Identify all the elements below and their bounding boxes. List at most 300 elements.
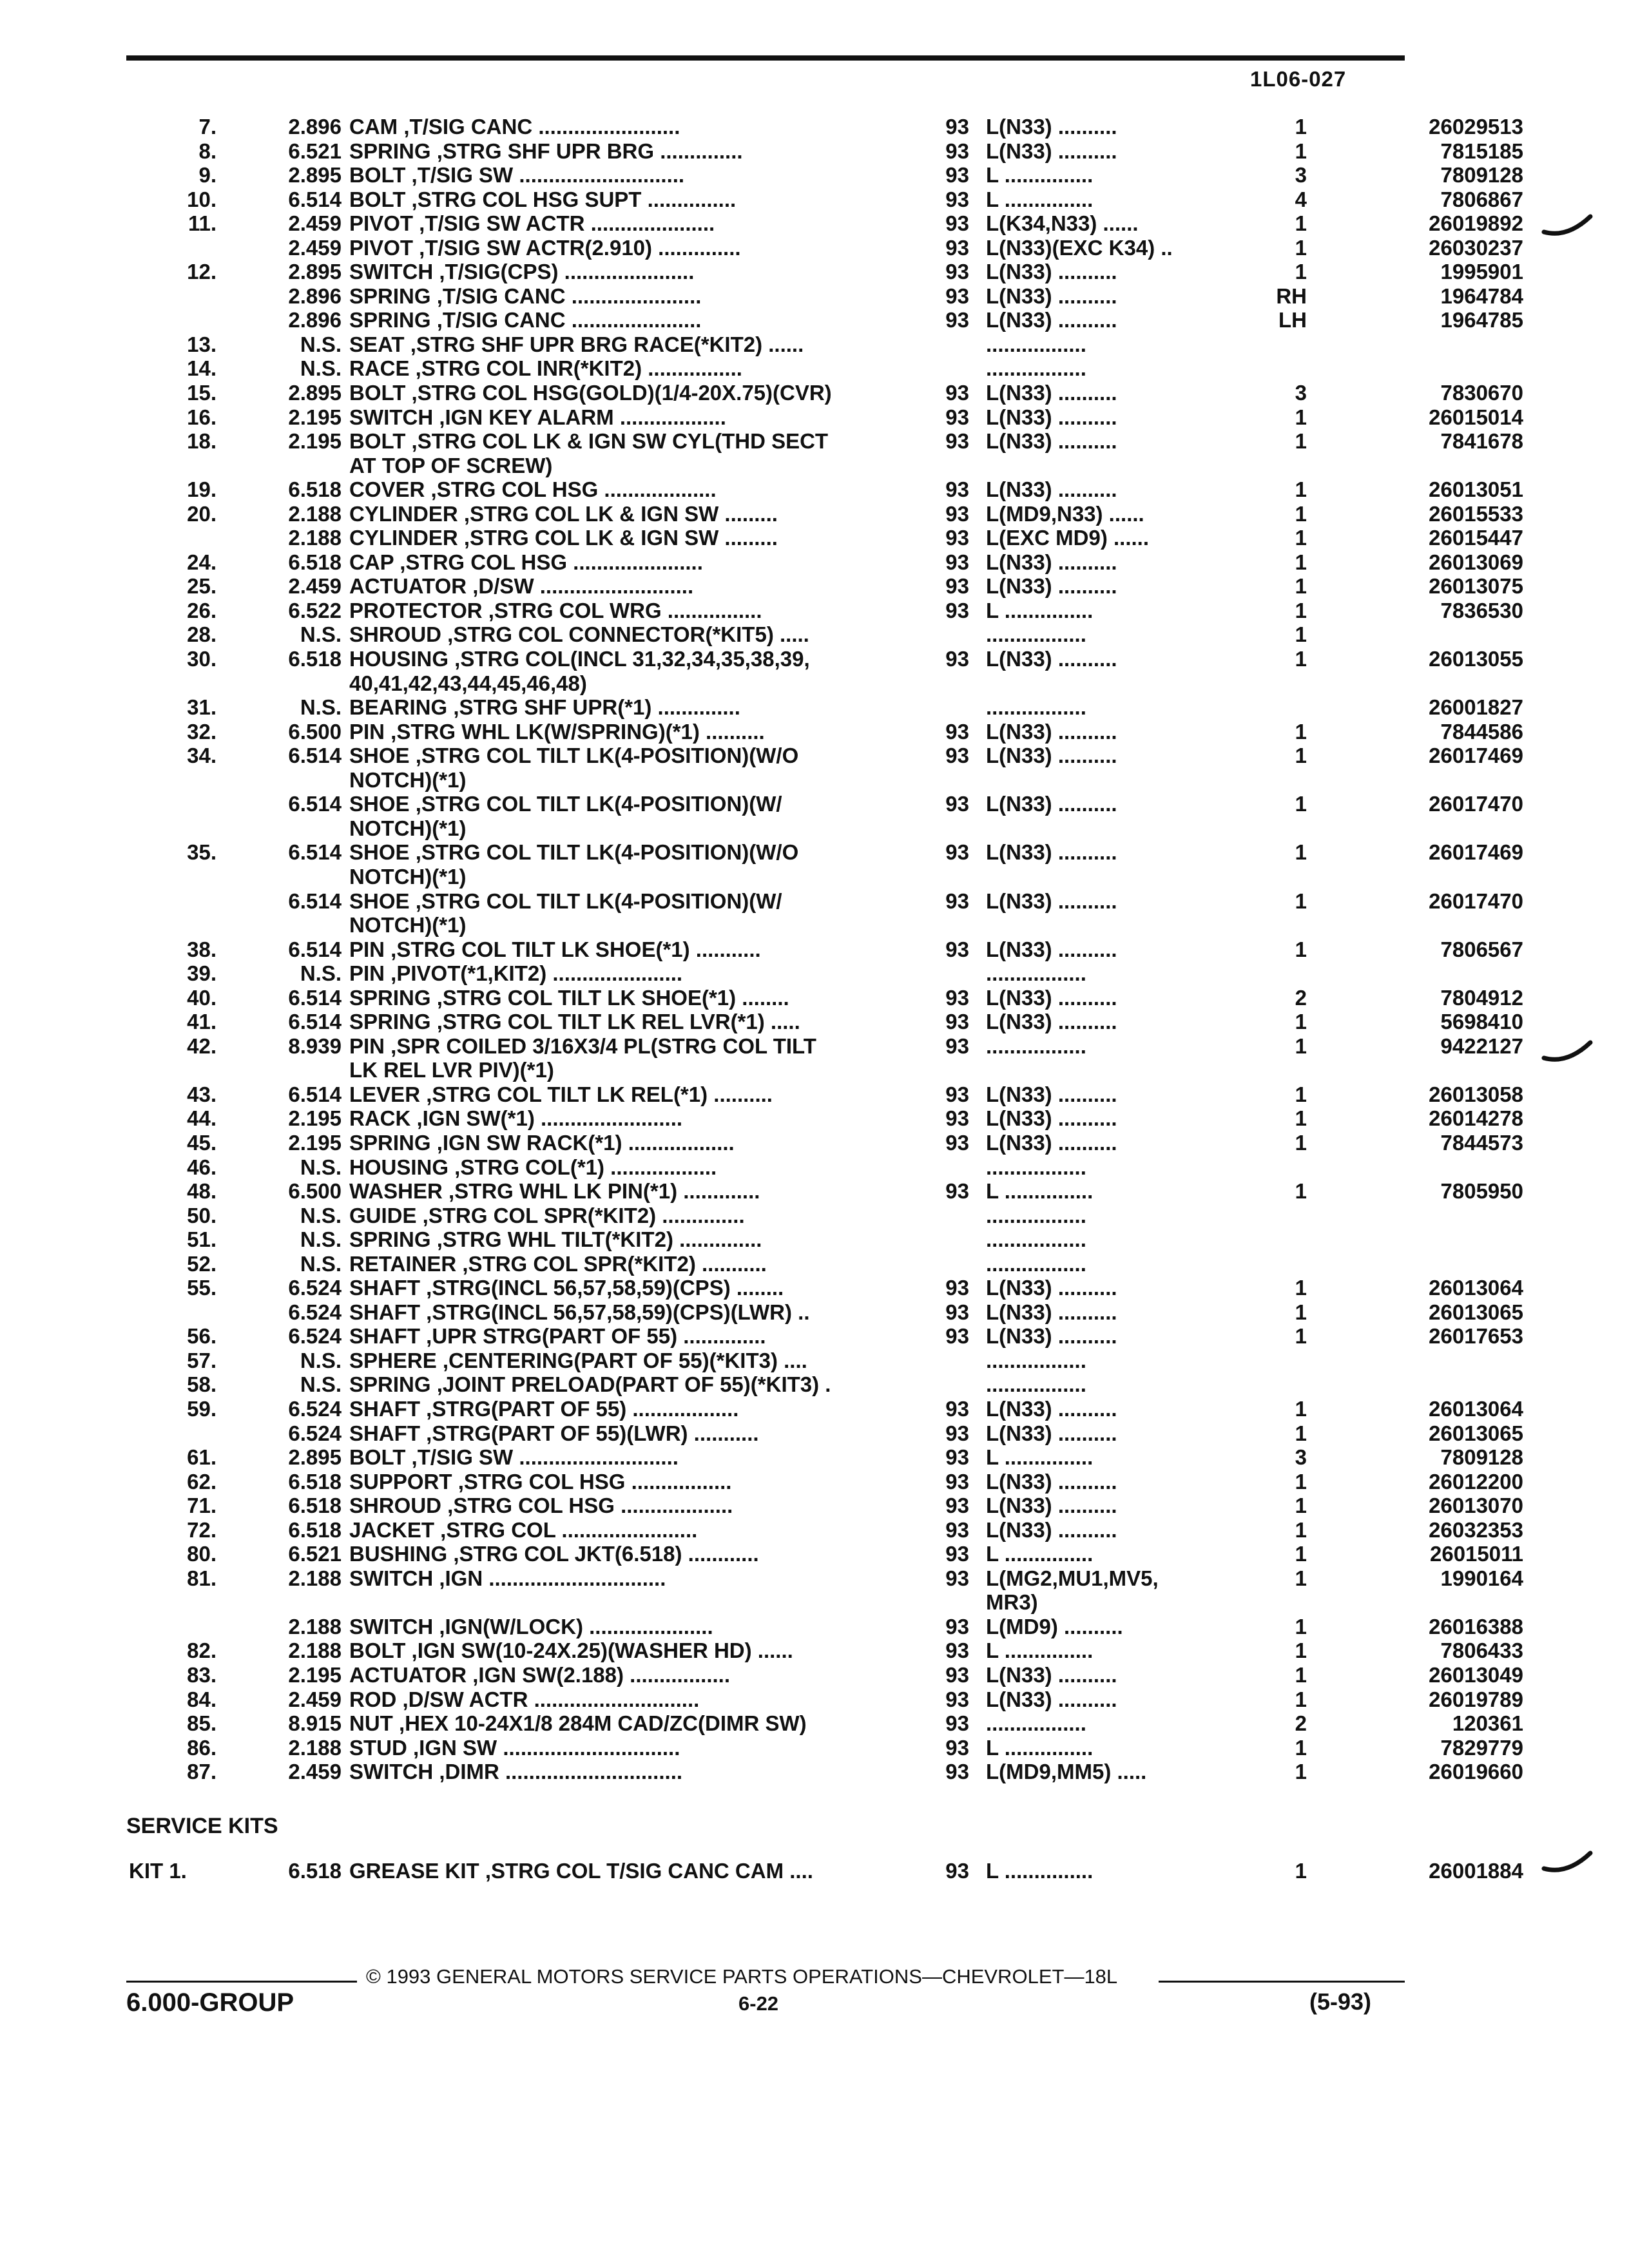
part-number: 26017470	[1429, 792, 1523, 816]
group-number: 2.459	[288, 235, 342, 260]
catalog-code: 93	[945, 1300, 969, 1324]
part-number: 26013049	[1429, 1663, 1523, 1687]
group-number: 6.518	[288, 550, 342, 574]
catalog-code: 93	[945, 985, 969, 1010]
part-description: SPRING ,STRG COL TILT LK SHOE(*1) ........	[349, 985, 789, 1010]
part-description: SHAFT ,STRG(PART OF 55) ..................	[349, 1396, 739, 1421]
quantity: 2	[1295, 1711, 1307, 1736]
quantity: 1	[1295, 1033, 1307, 1058]
usage-code: L ...............	[986, 1639, 1094, 1663]
table-row	[129, 1252, 1405, 1276]
item-number: 55.	[187, 1276, 217, 1300]
item-number: 14.	[187, 356, 217, 381]
group-number: N.S.	[300, 332, 342, 356]
quantity: 1	[1295, 1614, 1307, 1639]
usage-code: L ...............	[986, 163, 1094, 187]
footer-rule-right	[1159, 1981, 1405, 1983]
usage-code: .................	[986, 1155, 1086, 1179]
group-number: 6.524	[288, 1300, 342, 1324]
usage-code: L ...............	[986, 1542, 1094, 1566]
item-number: 25.	[187, 574, 217, 599]
binding-mark-icon	[1541, 1849, 1593, 1881]
group-number: 2.188	[288, 1639, 342, 1663]
usage-code: L(N33) ..........	[986, 1687, 1117, 1711]
part-number: 1964785	[1440, 308, 1523, 332]
catalog-code: 93	[945, 1421, 969, 1445]
item-number: 71.	[187, 1494, 217, 1518]
group-number: 2.459	[288, 574, 342, 599]
part-description: ROD ,D/SW ACTR ............................	[349, 1687, 700, 1711]
usage-code: L(N33) ..........	[986, 284, 1117, 308]
usage-code: .................	[986, 1033, 1086, 1058]
table-row	[129, 308, 1523, 332]
part-number: 7805950	[1440, 1179, 1523, 1204]
table-row	[129, 1349, 1405, 1373]
table-row	[129, 429, 1523, 454]
table-row	[129, 622, 1405, 647]
part-number: 26013069	[1429, 550, 1523, 574]
usage-code: L(N33)(EXC K34) ..	[986, 235, 1173, 260]
table-row	[129, 235, 1523, 260]
table-row	[129, 1155, 1405, 1180]
table-row	[129, 574, 1523, 599]
quantity: 1	[1295, 115, 1307, 139]
group-number: N.S.	[300, 1251, 342, 1276]
usage-code: L(N33) ..........	[986, 1396, 1117, 1421]
catalog-code: 93	[945, 1859, 969, 1883]
usage-code: L(N33) ..........	[986, 840, 1117, 865]
catalog-code: 93	[945, 1010, 969, 1034]
table-row	[129, 381, 1523, 405]
part-number: 26013051	[1429, 477, 1523, 502]
table-row	[129, 1010, 1523, 1034]
usage-code: L(N33) ..........	[986, 1276, 1117, 1300]
part-number: 7844586	[1440, 719, 1523, 744]
usage-code: L(N33) ..........	[986, 1082, 1117, 1106]
usage-code: L(N33) ..........	[986, 744, 1117, 768]
part-description: RETAINER ,STRG COL SPR(*KIT2) ...........	[349, 1251, 767, 1276]
catalog-code: 93	[945, 284, 969, 308]
table-row	[129, 913, 1405, 937]
table-row	[129, 115, 1523, 139]
catalog-code: 93	[945, 1760, 969, 1784]
group-number: N.S.	[300, 356, 342, 381]
item-number: 12.	[187, 260, 217, 284]
group-number: 6.514	[288, 840, 342, 865]
catalog-code: 93	[945, 1566, 969, 1590]
item-number: 85.	[187, 1711, 217, 1736]
item-number: 57.	[187, 1348, 217, 1372]
table-row	[129, 1372, 1405, 1397]
group-number: 6.522	[288, 598, 342, 622]
usage-code: .................	[986, 1203, 1086, 1227]
group-number: 6.514	[288, 889, 342, 913]
table-row	[129, 405, 1523, 430]
catalog-code: 93	[945, 1494, 969, 1518]
catalog-code: 93	[945, 1517, 969, 1542]
part-number: 26030237	[1429, 235, 1523, 260]
quantity: 1	[1295, 744, 1307, 768]
group-number: 6.518	[288, 1494, 342, 1518]
usage-code: .................	[986, 332, 1086, 356]
catalog-code: 93	[945, 1663, 969, 1687]
part-description: SEAT ,STRG SHF UPR BRG RACE(*KIT2) ......	[349, 332, 804, 356]
quantity: 1	[1295, 211, 1307, 236]
group-number: N.S.	[300, 1155, 342, 1179]
quantity: 1	[1295, 550, 1307, 574]
group-number: N.S.	[300, 622, 342, 647]
catalog-code: 93	[945, 115, 969, 139]
catalog-code: 93	[945, 163, 969, 187]
quantity: 1	[1295, 719, 1307, 744]
table-row	[129, 1566, 1523, 1591]
quantity: 1	[1295, 937, 1307, 961]
table-row	[129, 187, 1523, 212]
part-description: AT TOP OF SCREW)	[349, 453, 553, 477]
table-row	[129, 961, 1405, 986]
part-number: 26032353	[1429, 1517, 1523, 1542]
quantity: 1	[1295, 1760, 1307, 1784]
catalog-code: 93	[945, 1542, 969, 1566]
part-description: SPRING ,JOINT PRELOAD(PART OF 55)(*KIT3) .	[349, 1372, 831, 1397]
catalog-code: 93	[945, 574, 969, 599]
part-description: PIN ,SPR COILED 3/16X3/4 PL(STRG COL TILT	[349, 1033, 816, 1058]
table-row	[129, 647, 1523, 671]
group-number: 6.524	[288, 1324, 342, 1349]
part-description: WASHER ,STRG WHL LK PIN(*1) .............	[349, 1179, 760, 1204]
item-number: 26.	[187, 598, 217, 622]
part-description: SPRING ,T/SIG CANC ......................	[349, 284, 702, 308]
table-row	[129, 454, 1405, 478]
item-number: 84.	[187, 1687, 217, 1711]
group-number: N.S.	[300, 1203, 342, 1227]
table-row	[129, 671, 1405, 696]
group-number: 2.188	[288, 1614, 342, 1639]
group-number: 6.518	[288, 477, 342, 502]
part-number: 7809128	[1440, 1445, 1523, 1470]
part-description: BOLT ,IGN SW(10-24X.25)(WASHER HD) ......	[349, 1639, 793, 1663]
table-row	[129, 477, 1523, 502]
part-number: 26017653	[1429, 1324, 1523, 1349]
table-row	[129, 792, 1523, 816]
catalog-code: 93	[945, 1033, 969, 1058]
part-description: BUSHING ,STRG COL JKT(6.518) ............	[349, 1542, 759, 1566]
part-description: STUD ,IGN SW ..............................	[349, 1735, 680, 1760]
group-number: N.S.	[300, 961, 342, 986]
part-description: PROTECTOR ,STRG COL WRG ................	[349, 598, 762, 622]
part-number: 1964784	[1440, 284, 1523, 308]
quantity: 1	[1295, 1179, 1307, 1204]
part-description: CYLINDER ,STRG COL LK & IGN SW .........	[349, 501, 778, 526]
catalog-code: 93	[945, 598, 969, 622]
group-number: 6.514	[288, 937, 342, 961]
footer-date: (5-93)	[1309, 1988, 1372, 2015]
group-number: 6.518	[288, 647, 342, 671]
item-number: 44.	[187, 1106, 217, 1131]
quantity: 3	[1295, 381, 1307, 405]
catalog-code: 93	[945, 187, 969, 211]
catalog-code: 93	[945, 1179, 969, 1204]
catalog-code: 93	[945, 1469, 969, 1494]
catalog-code: 93	[945, 477, 969, 502]
group-number: 6.514	[288, 744, 342, 768]
group-number: N.S.	[300, 1372, 342, 1397]
catalog-code: 93	[945, 889, 969, 913]
quantity: 1	[1295, 598, 1307, 622]
usage-code: .................	[986, 961, 1086, 986]
quantity: 1	[1295, 1396, 1307, 1421]
quantity: 1	[1295, 1494, 1307, 1518]
usage-code: L(N33) ..........	[986, 1300, 1117, 1324]
table-row	[129, 356, 1405, 381]
group-number: 2.459	[288, 1687, 342, 1711]
part-description: PIVOT ,T/SIG SW ACTR(2.910) ..............	[349, 235, 741, 260]
group-number: 2.895	[288, 260, 342, 284]
group-number: 6.518	[288, 1859, 342, 1883]
catalog-code: 93	[945, 235, 969, 260]
catalog-code: 93	[945, 1324, 969, 1349]
table-row	[129, 1469, 1523, 1494]
item-number: 10.	[187, 187, 217, 211]
table-row	[129, 865, 1405, 889]
group-number: 2.896	[288, 115, 342, 139]
part-number: 26019660	[1429, 1760, 1523, 1784]
catalog-code: 93	[945, 1445, 969, 1470]
item-number: 56.	[187, 1324, 217, 1349]
quantity: 1	[1295, 889, 1307, 913]
catalog-code: 93	[945, 501, 969, 526]
table-row	[129, 1542, 1523, 1566]
table-row	[129, 1324, 1523, 1349]
quantity: 1	[1295, 1566, 1307, 1590]
item-number: 16.	[187, 405, 217, 429]
part-description: SPRING ,STRG WHL TILT(*KIT2) ..............	[349, 1227, 762, 1252]
item-number: 20.	[187, 501, 217, 526]
usage-code: L(N33) ..........	[986, 1663, 1117, 1687]
quantity: 2	[1295, 985, 1307, 1010]
group-number: 6.524	[288, 1421, 342, 1445]
part-number: 7806567	[1440, 937, 1523, 961]
part-number: 26019789	[1429, 1687, 1523, 1711]
item-number: 81.	[187, 1566, 217, 1590]
part-description: BOLT ,STRG COL HSG SUPT ...............	[349, 187, 737, 211]
part-number: 7836530	[1440, 598, 1523, 622]
catalog-code: 93	[945, 1711, 969, 1736]
part-description: PIN ,STRG COL TILT LK SHOE(*1) ...........	[349, 937, 761, 961]
catalog-code: 93	[945, 744, 969, 768]
part-description: ACTUATOR ,IGN SW(2.188) .................	[349, 1663, 731, 1687]
item-number: 46.	[187, 1155, 217, 1179]
usage-code: .................	[986, 695, 1086, 720]
usage-code: L(N33) ..........	[986, 477, 1117, 502]
page-id: 1L06-027	[1250, 67, 1347, 91]
usage-code: L(N33) ..........	[986, 937, 1117, 961]
group-number: 6.500	[288, 719, 342, 744]
table-row	[129, 1590, 1405, 1615]
part-description: SPRING ,STRG COL TILT LK REL LVR(*1) .....	[349, 1010, 800, 1034]
item-number: 51.	[187, 1227, 217, 1252]
quantity: LH	[1278, 308, 1307, 332]
group-number: 2.195	[288, 1130, 342, 1155]
item-number: 32.	[187, 719, 217, 744]
table-row	[129, 744, 1523, 768]
item-number: 18.	[187, 429, 217, 454]
usage-code: .................	[986, 1227, 1086, 1252]
part-description: LK REL LVR PIV)(*1)	[349, 1058, 554, 1082]
usage-code: .................	[986, 1348, 1086, 1372]
table-row	[129, 550, 1523, 575]
part-description: SPRING ,IGN SW RACK(*1) ..................	[349, 1130, 735, 1155]
group-number: 6.521	[288, 1542, 342, 1566]
usage-code: L(N33) ..........	[986, 889, 1117, 913]
part-description: GUIDE ,STRG COL SPR(*KIT2) ..............	[349, 1203, 745, 1227]
table-row	[129, 1663, 1523, 1687]
item-number: 30.	[187, 647, 217, 671]
catalog-code: 93	[945, 139, 969, 163]
usage-code: L(N33) ..........	[986, 115, 1117, 139]
item-number: 82.	[187, 1639, 217, 1663]
item-number: 40.	[187, 985, 217, 1010]
group-number: 2.459	[288, 1760, 342, 1784]
usage-code: L(N33) ..........	[986, 985, 1117, 1010]
part-number: 7806433	[1440, 1639, 1523, 1663]
item-number: 7.	[198, 115, 217, 139]
part-number: 26013065	[1429, 1300, 1523, 1324]
group-number: N.S.	[300, 1348, 342, 1372]
usage-code: L(N33) ..........	[986, 139, 1117, 163]
usage-code: L(MD9) ..........	[986, 1614, 1123, 1639]
table-row	[129, 889, 1523, 914]
part-description: SWITCH ,DIMR ..............................	[349, 1760, 683, 1784]
table-row	[129, 1276, 1523, 1300]
top-rule	[126, 55, 1405, 61]
part-number: 26013064	[1429, 1276, 1523, 1300]
table-row	[129, 332, 1405, 357]
item-number: 50.	[187, 1203, 217, 1227]
part-description: SWITCH ,T/SIG(CPS) ......................	[349, 260, 695, 284]
table-row	[129, 1859, 1523, 1883]
quantity: 4	[1295, 187, 1307, 211]
quantity: 1	[1295, 429, 1307, 454]
group-number: 2.188	[288, 1735, 342, 1760]
part-number: 26001827	[1429, 695, 1523, 720]
part-description: SHOE ,STRG COL TILT LK(4-POSITION)(W/O	[349, 840, 799, 865]
usage-code: L(N33) ..........	[986, 1517, 1117, 1542]
catalog-code: 93	[945, 719, 969, 744]
usage-code: L ...............	[986, 1179, 1094, 1204]
usage-code: L(N33) ..........	[986, 1130, 1117, 1155]
footer-page-number: 6-22	[738, 1992, 779, 2015]
service-kits-table	[129, 1859, 1523, 1883]
part-description: 40,41,42,43,44,45,46,48)	[349, 671, 587, 695]
quantity: 1	[1295, 1639, 1307, 1663]
catalog-code: 93	[945, 405, 969, 429]
catalog-code: 93	[945, 1396, 969, 1421]
part-description: SPRING ,T/SIG CANC ......................	[349, 308, 702, 332]
group-number: 2.459	[288, 211, 342, 236]
quantity: 1	[1295, 1735, 1307, 1760]
usage-code: MR3)	[986, 1590, 1038, 1615]
catalog-code: 93	[945, 792, 969, 816]
quantity: 1	[1295, 501, 1307, 526]
usage-code: .................	[986, 356, 1086, 381]
quantity: 1	[1295, 405, 1307, 429]
item-number: 52.	[187, 1251, 217, 1276]
usage-code: L(N33) ..........	[986, 574, 1117, 599]
part-description: NOTCH)(*1)	[349, 864, 467, 889]
part-description: CAP ,STRG COL HSG ......................	[349, 550, 703, 574]
part-number: 26017469	[1429, 744, 1523, 768]
group-number: N.S.	[300, 1227, 342, 1252]
part-number: 120361	[1452, 1711, 1523, 1736]
quantity: 1	[1295, 1517, 1307, 1542]
part-number: 26016388	[1429, 1614, 1523, 1639]
group-number: 6.518	[288, 1469, 342, 1494]
catalog-code: 93	[945, 1082, 969, 1106]
part-description: SWITCH ,IGN(W/LOCK) .....................	[349, 1614, 713, 1639]
usage-code: L(MG2,MU1,MV5,	[986, 1566, 1159, 1590]
binding-mark-icon	[1541, 213, 1593, 245]
part-number: 26017470	[1429, 889, 1523, 913]
catalog-code: 93	[945, 211, 969, 236]
part-number: 26013055	[1429, 647, 1523, 671]
part-number: 26013070	[1429, 1494, 1523, 1518]
part-description: BEARING ,STRG SHF UPR(*1) ..............	[349, 695, 740, 720]
quantity: 1	[1295, 1542, 1307, 1566]
part-number: 26015014	[1429, 405, 1523, 429]
table-row	[129, 501, 1523, 526]
table-row	[129, 1735, 1523, 1760]
catalog-code: 93	[945, 647, 969, 671]
part-number: 7829779	[1440, 1735, 1523, 1760]
quantity: 1	[1295, 647, 1307, 671]
part-number: 26012200	[1429, 1469, 1523, 1494]
part-description: NUT ,HEX 10-24X1/8 284M CAD/ZC(DIMR SW)	[349, 1711, 807, 1736]
catalog-code: 93	[945, 429, 969, 454]
catalog-code: 93	[945, 1687, 969, 1711]
group-number: 2.195	[288, 1663, 342, 1687]
usage-code: L(N33) ..........	[986, 719, 1117, 744]
usage-code: L(K34,N33) ......	[986, 211, 1139, 236]
part-description: SPHERE ,CENTERING(PART OF 55)(*KIT3) ....	[349, 1348, 807, 1372]
group-number: 2.195	[288, 429, 342, 454]
catalog-code: 93	[945, 308, 969, 332]
table-row	[129, 1204, 1405, 1228]
part-description: HOUSING ,STRG COL(*1) ..................	[349, 1155, 717, 1179]
group-number: 8.915	[288, 1711, 342, 1736]
item-number: 61.	[187, 1445, 217, 1470]
catalog-code: 93	[945, 937, 969, 961]
table-row	[129, 1445, 1523, 1470]
item-number: 86.	[187, 1735, 217, 1760]
catalog-code: 93	[945, 260, 969, 284]
usage-code: L(N33) ..........	[986, 405, 1117, 429]
part-number: 26015447	[1429, 526, 1523, 550]
part-description: ACTUATOR ,D/SW ..........................	[349, 574, 694, 599]
group-number: 2.188	[288, 1566, 342, 1590]
quantity: 1	[1295, 1300, 1307, 1324]
quantity: 1	[1295, 235, 1307, 260]
part-number: 1995901	[1440, 260, 1523, 284]
item-number: 41.	[187, 1010, 217, 1034]
catalog-code: 93	[945, 1130, 969, 1155]
table-row	[129, 1130, 1523, 1155]
quantity: 1	[1295, 1106, 1307, 1131]
table-row	[129, 1106, 1523, 1131]
item-number: 48.	[187, 1179, 217, 1204]
part-description: PIN ,STRG WHL LK(W/SPRING)(*1) ..........	[349, 719, 765, 744]
item-number: 58.	[187, 1372, 217, 1397]
